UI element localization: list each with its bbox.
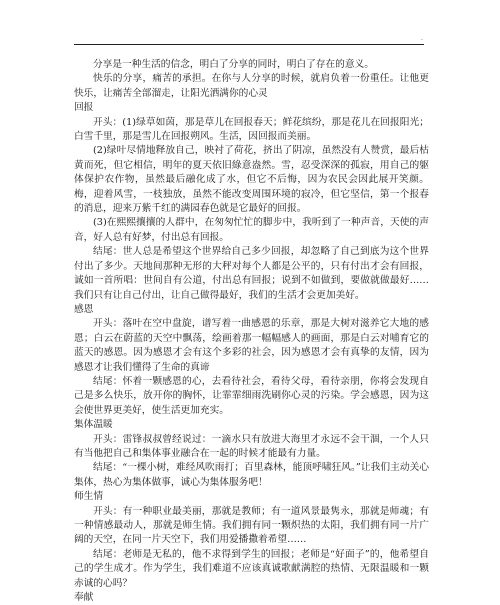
paragraph: (3)在熙熙攘攘的人群中，在匆匆忙忙的脚步中，我听到了一种声音，天使的声音，好人总有好梦，付出总有回报。 [74, 217, 429, 243]
paragraph: 结尾：老师是无私的，他不求得到学生的回报；老师是“好面子”的，他希望自己的学生成才。作为学生，我们难道不应该真诚歌献满腔的热情、无限温暖和一颗赤诚的心吗？ [74, 548, 429, 589]
paragraph: 开头：落叶在空中盘旋，谱写着一曲感恩的乐章，那是大树对滋养它大地的感恩；白云在蔚蓝的天空中飘荡，绘画着那一幅幅感人的画面，那是白云对哺育它的蓝天的感恩。因为感恩才会有这个多彩的社会，因为感恩才会有真挚的友情，因为感恩才让我们懂得了生命的真谛 [74, 318, 429, 373]
section-heading: 感恩 [74, 303, 94, 315]
paragraph: 结尾：“一棵小树，难经风吹雨打；百里森林，能顶呼啸狂风。”让我们主动关心集体，热心为集体做事，诚心为集体服务吧！ [74, 462, 429, 488]
section-heading: 回报 [74, 102, 94, 114]
header-rule [74, 44, 424, 45]
paragraph: 分享是一种生活的信念，明白了分享的同时，明白了存在的意义。 [93, 59, 374, 70]
header-mark: . [421, 35, 423, 42]
section-heading: 集体温暖 [74, 419, 113, 431]
document-body [74, 58, 429, 605]
paragraph: 快乐的分享，痛苦的承担。在你与人分享的时候，就肩负着一份重任。让他更快乐，让痛苦全部溜走，让阳光洒满你的心灵 [74, 73, 429, 99]
paragraph: 结尾：世人总是希望这个世界给自己多少回报，却忽略了自己到底为这个世界付出了多少。天地间那种无形的大秤对每个人都是公平的，只有付出才会有回报，诚如一首所唱：世间自有公道，付出总有回报；说到不如做到，要做就做最好……我们只有让自己付出，让自己做得最好，我们的生活才会更加美好。 [74, 246, 429, 301]
paragraph: 开头：有一种职业最美丽，那就是教师；有一道风景最隽永，那就是师魂；有一种情感最动人，那就是师生情。我们拥有同一颗炽热的太阳，我们拥有同一片广阔的天空，在同一片天空下，我们用爱播撒着希望…… [74, 505, 429, 546]
paragraph: 结尾：怀着一颗感恩的心，去看待社会，看待父母，看待亲朋，你将会发现自己是多么快乐，放开你的胸怀，让霏霏细雨洗刷你心灵的污染。学会感恩，因为这会使世界更美好，使生活更加充实。 [74, 375, 429, 416]
paragraph: 开头：(1)绿草如茵，那是草儿在回报春天；鲜花缤纷，那是花儿在回报阳光；白雪千里，那是雪儿在回报朔风。生活，因回报而美丽。 [74, 116, 429, 143]
section-heading: 师生情 [74, 491, 104, 503]
paragraph: (2)绿叶尽情地释放自己，映衬了荷花，挤出了阴凉，虽然没有人赞赏，最后枯黄而死，但它相信，明年的夏天依旧綠意盎然。雪，忍受深深的孤寂，用自己的躯体保护农作物，虽然最后融化成了水，但它不后悔，因为农民会因此展开笑颜。梅，迎着风雪，一枝独放，虽然不能改变周围环境的寂冷，但它坚信，第一个报春的消息，迎来万紫千红的满园春色就是它最好的回报。 [74, 145, 429, 215]
section-heading: 奉献 [74, 592, 94, 604]
paragraph: 开头：雷锋叔叔曾经说过：一滴水只有放进大海里才永远不会干涸，一个人只有当他把自己和集体事业融合在一起的时候才能最有力量。 [74, 433, 429, 459]
